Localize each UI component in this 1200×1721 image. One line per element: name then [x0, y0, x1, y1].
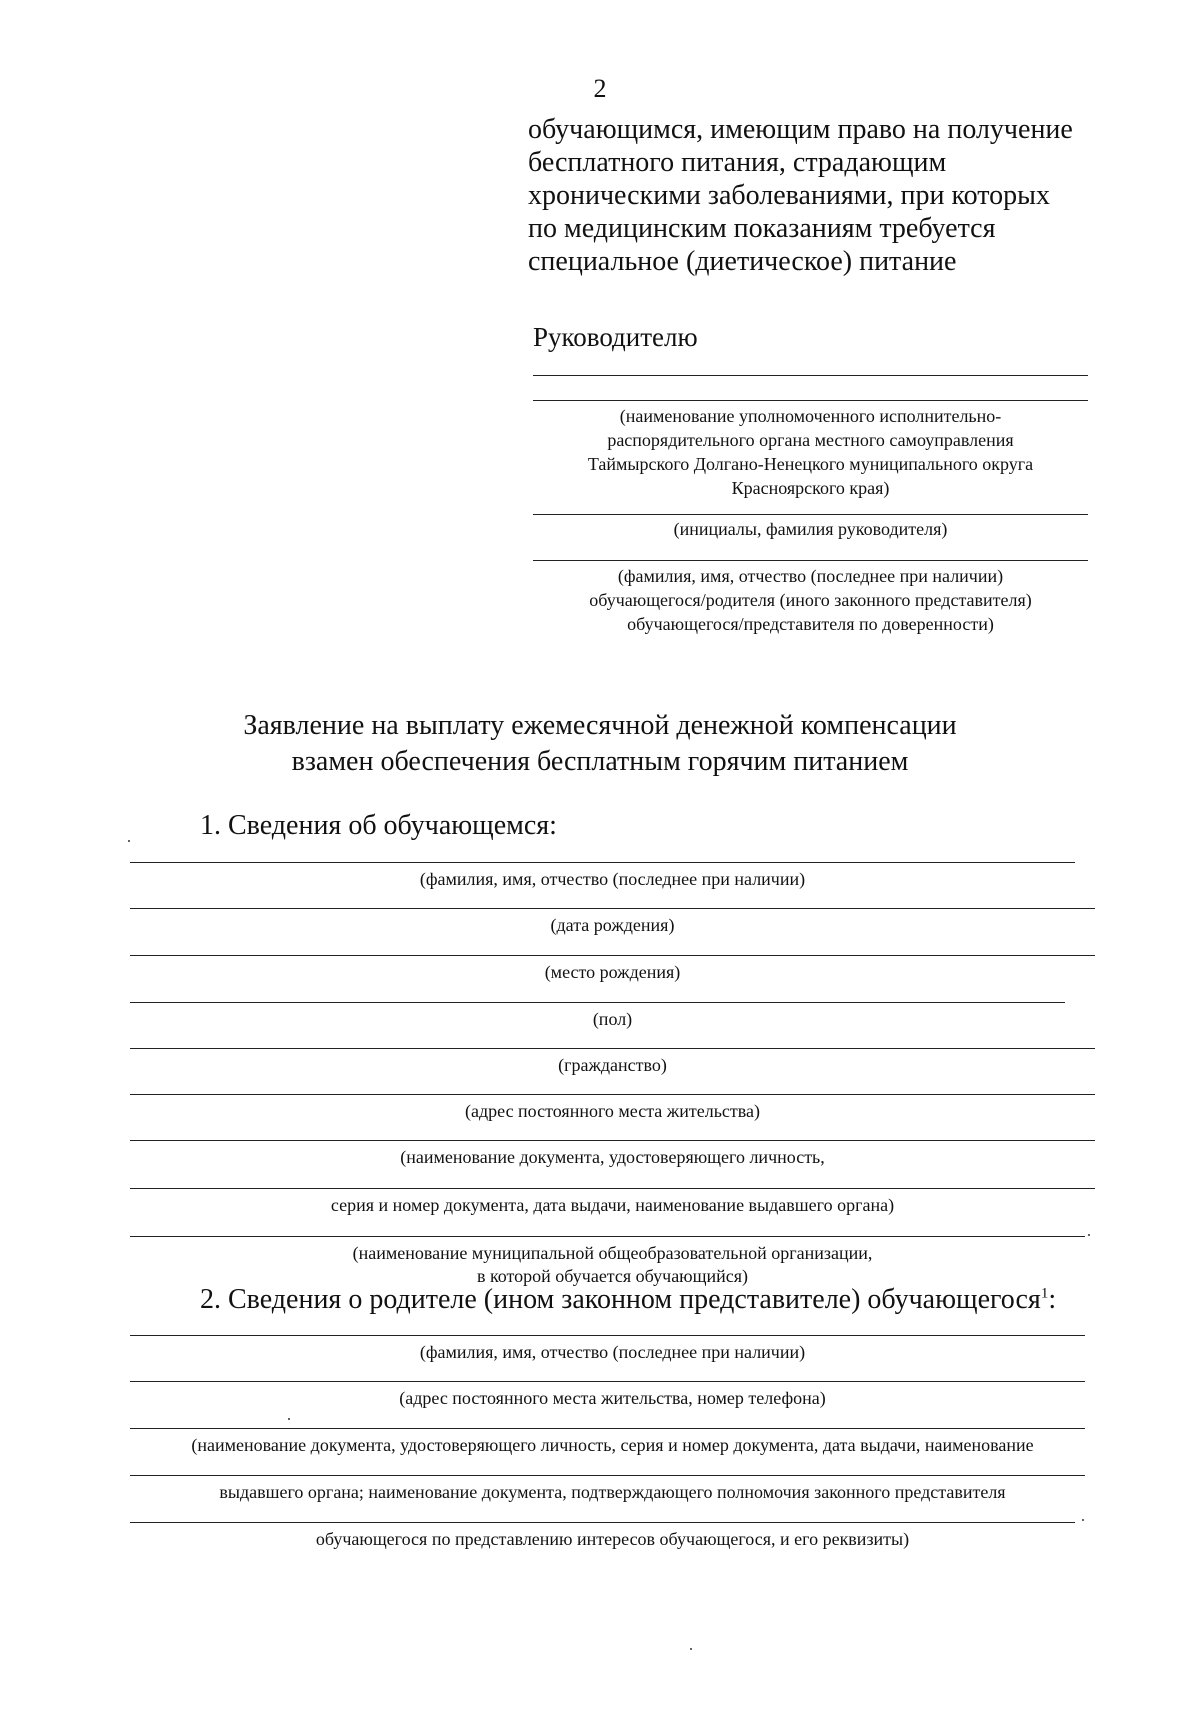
fill-line-applicant[interactable] [533, 560, 1088, 561]
scan-speck [288, 1418, 290, 1420]
scan-speck [128, 840, 130, 842]
document-title: Заявление на выплату ежемесячной денежной компенсации взамен обеспечения бесплатным горячим питанием [243, 710, 957, 777]
scan-speck [1088, 1234, 1090, 1236]
field-caption: (наименование документа, удостоверяющего личность, [400, 1147, 825, 1167]
fill-line-parent-id[interactable] [130, 1428, 1085, 1429]
fill-line-address[interactable] [130, 1094, 1095, 1095]
field-caption: (наименование документа, удостоверяющего личность, серия и номер документа, дата выдачи, наименование [191, 1435, 1034, 1455]
header-line: хроническими заболеваниями, при которых [528, 180, 1050, 211]
fill-line-parent-id-details[interactable] [130, 1475, 1085, 1476]
field-caption: обучающегося по представлению интересов обучающегося, и его реквизиты) [315, 1529, 910, 1549]
fill-line-head[interactable] [533, 514, 1088, 515]
fill-line-school[interactable] [130, 1236, 1085, 1237]
fill-line-citizenship[interactable] [130, 1048, 1095, 1049]
header-line: обучающимся, имеющим право на получение [528, 114, 1073, 145]
header-line: бесплатного питания, страдающим [528, 147, 947, 178]
scan-speck [690, 1648, 692, 1650]
caption-head: (инициалы, фамилия руководителя) [673, 519, 948, 539]
field-caption: (пол) [592, 1009, 633, 1029]
page-number: 2 [593, 74, 607, 103]
field-caption: (место рождения) [544, 962, 681, 982]
field-caption: (фамилия, имя, отчество (последнее при наличии) [419, 869, 806, 889]
scan-speck [1082, 1519, 1084, 1521]
section2-heading: 2. Сведения о родителе (ином законном представителе) обучающегося$^1$: [200, 1284, 1057, 1315]
addressee: Руководителю [533, 322, 698, 352]
fill-line-parent-name[interactable] [130, 1335, 1085, 1336]
field-caption: (адрес постоянного места жительства) [464, 1101, 760, 1121]
field-caption: (адрес постоянного места жительства, номер телефона) [399, 1388, 826, 1408]
fill-line-parent-address[interactable] [130, 1381, 1085, 1382]
field-caption: серия и номер документа, дата выдачи, наименование выдавшего органа) [330, 1195, 895, 1215]
fill-line-student-name[interactable] [130, 862, 1075, 863]
fill-line-birth-place[interactable] [130, 955, 1095, 956]
header-line: специальное (диетическое) питание [528, 246, 957, 277]
caption-school: (наименование муниципальной общеобразовательной организации, в которой обучается обучающийся) [352, 1243, 873, 1286]
header-text [528, 113, 1088, 278]
fill-line-org-1[interactable] [533, 375, 1088, 376]
fill-line-birth-date[interactable] [130, 908, 1095, 909]
field-caption: (дата рождения) [550, 915, 675, 935]
caption-org: (наименование уполномоченного исполнительно- распорядительного органа местного самоуправления Таймырского Долгано-Ненецкого муниципального округа Красноярского края) [587, 406, 1034, 498]
section1-heading: 1. Сведения об обучающемся: [200, 810, 557, 841]
field-caption: выдавшего органа; наименование документа, подтверждающего полномочия законного представителя [219, 1482, 1006, 1502]
fill-line-id-doc[interactable] [130, 1140, 1095, 1141]
field-caption: (гражданство) [558, 1055, 667, 1075]
fill-line-id-details[interactable] [130, 1188, 1095, 1189]
fill-line-parent-authority[interactable] [130, 1522, 1075, 1523]
fill-line-org-2[interactable] [533, 400, 1088, 401]
header-line: по медицинским показаниям требуется [528, 213, 996, 244]
footnote-mark: 1 [1040, 1285, 1049, 1302]
field-caption: (фамилия, имя, отчество (последнее при наличии) [419, 1342, 806, 1362]
caption-applicant: (фамилия, имя, отчество (последнее при наличии) обучающегося/родителя (иного законного представителя) обучающегося/представителя по доверенности) [589, 566, 1032, 634]
fill-line-sex[interactable] [130, 1002, 1065, 1003]
